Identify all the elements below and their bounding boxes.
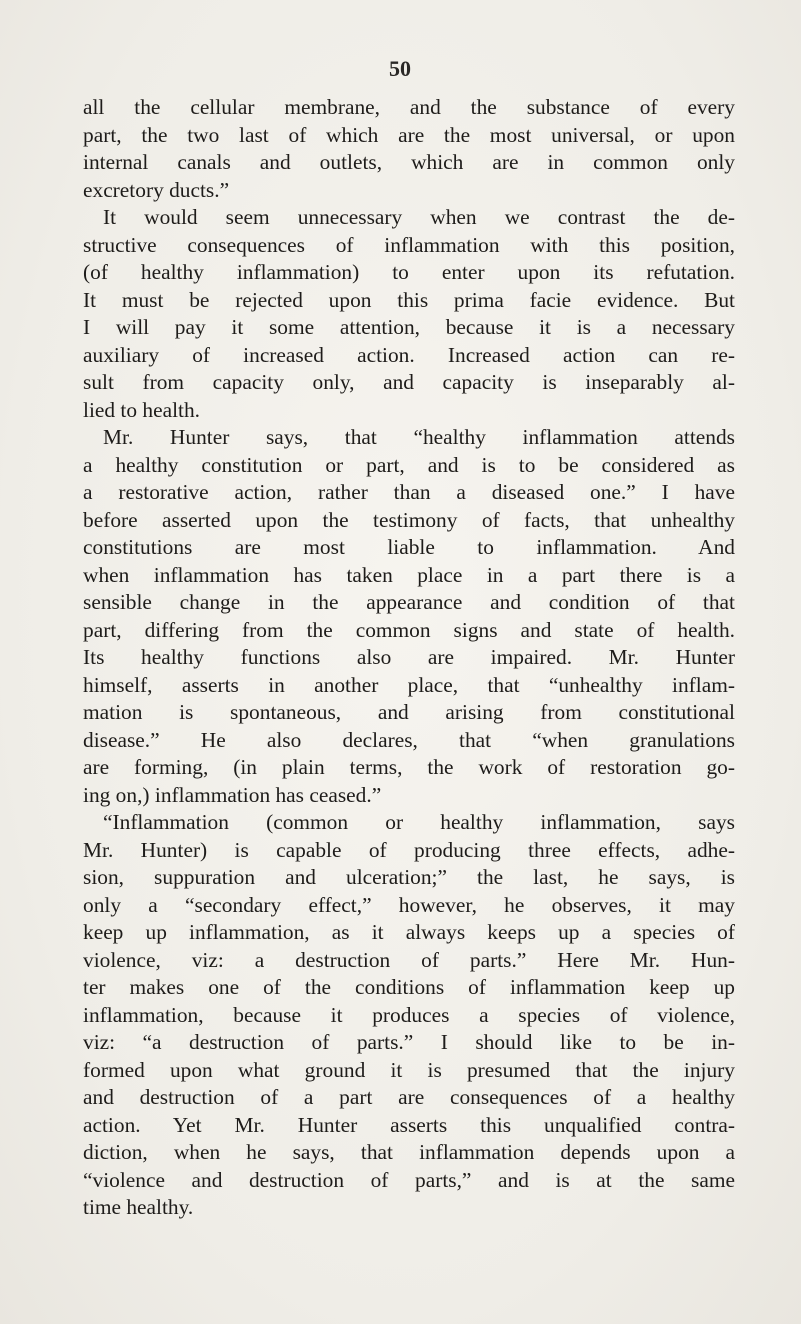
text-line: internal canals and outlets, which are in common only xyxy=(83,150,735,174)
text-line: sion, suppuration and ulceration;” the last, he says, is xyxy=(83,865,735,889)
text-line: ing on,) inflammation has ceased.” xyxy=(83,782,382,807)
text-line: when inflammation has taken place in a part there is a xyxy=(83,562,735,587)
text-line: are forming, (in plain terms, the work of restoration go- xyxy=(83,755,735,779)
text-line: “violence and destruction of parts,” and is at the same xyxy=(83,1167,735,1192)
text-line: It must be rejected upon this prima facie evidence. But xyxy=(83,287,735,312)
paragraph-start-line: “Inflammation (common or healthy inflammation, says xyxy=(103,810,735,834)
text-line: a healthy constitution or part, and is to be considered as xyxy=(83,452,735,477)
paragraph-start-line: It would seem unnecessary when we contrast the de- xyxy=(103,205,735,229)
body-text xyxy=(83,94,735,1222)
text-line: himself, asserts in another place, that “unhealthy inflam- xyxy=(83,672,735,697)
text-line: ter makes one of the conditions of inflammation keep up xyxy=(83,975,735,999)
text-line: auxiliary of increased action. Increased action can re- xyxy=(83,342,735,367)
text-line: sensible change in the appearance and condition of that xyxy=(83,590,735,614)
text-line: part, differing from the common signs and state of health. xyxy=(83,617,735,642)
text-line: violence, viz: a destruction of parts.” Here Mr. Hun- xyxy=(83,947,735,972)
text-line: excretory ducts.” xyxy=(83,177,230,202)
text-line: lied to health. xyxy=(83,397,201,422)
page-number: 50 xyxy=(389,56,411,81)
text-line: and destruction of a part are consequences of a healthy xyxy=(83,1085,735,1109)
text-line: time healthy. xyxy=(83,1195,194,1219)
text-line: all the cellular membrane, and the substance of every xyxy=(83,95,735,119)
text-line: Mr. Hunter) is capable of producing three effects, adhe- xyxy=(83,837,735,862)
text-line: I will pay it some attention, because it is a necessary xyxy=(83,315,735,339)
text-line: keep up inflammation, as it always keeps up a species of xyxy=(83,920,735,944)
text-line: structive consequences of inflammation with this position, xyxy=(83,232,735,257)
text-line: disease.” He also declares, that “when granulations xyxy=(83,727,735,752)
text-line: viz: “a destruction of parts.” I should like to be in- xyxy=(83,1030,735,1054)
text-line: only a “secondary effect,” however, he observes, it may xyxy=(83,892,735,917)
text-line: constitutions are most liable to inflammation. And xyxy=(83,535,735,559)
text-line: a restorative action, rather than a diseased one.” I have xyxy=(83,480,735,504)
text-line: Its healthy functions also are impaired. Mr. Hunter xyxy=(83,645,735,669)
text-line: diction, when he says, that inflammation depends upon a xyxy=(83,1140,735,1164)
text-line: inflammation, because it produces a species of violence, xyxy=(83,1002,735,1027)
text-line: mation is spontaneous, and arising from constitutional xyxy=(83,700,735,724)
text-line: part, the two last of which are the most universal, or upon xyxy=(83,122,735,147)
text-line: formed upon what ground it is presumed that the injury xyxy=(83,1057,735,1082)
text-line: (of healthy inflammation) to enter upon its refutation. xyxy=(83,260,735,284)
text-line: before asserted upon the testimony of facts, that unhealthy xyxy=(83,507,735,532)
paragraph-start-line: Mr. Hunter says, that “healthy inflammation attends xyxy=(103,425,735,449)
text-line: sult from capacity only, and capacity is inseparably al- xyxy=(83,370,735,394)
text-line: action. Yet Mr. Hunter asserts this unqualified contra- xyxy=(83,1112,735,1137)
